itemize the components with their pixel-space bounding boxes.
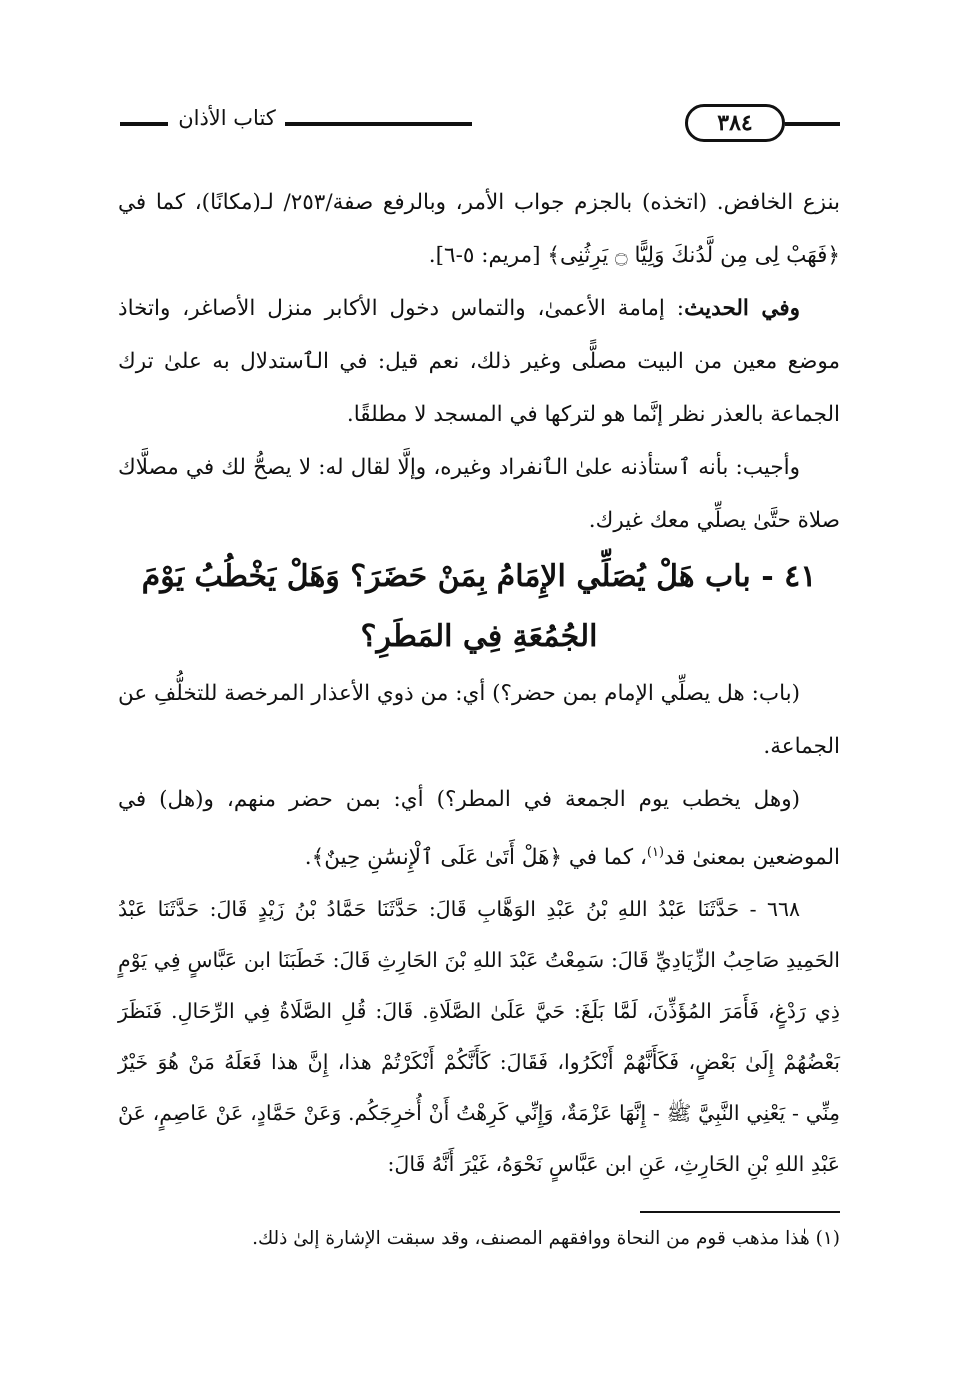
- paragraph-3: وأجيب: بأنه ٱستأذنه علىٰ الٱنفراد وغيره، وإلَّا لقال له: لا يصحُّ لك في مصلَّاك صلاة حتَّىٰ يصلِّي معك غيرك.: [118, 455, 840, 533]
- section-title: ٤١ - باب هَلْ يُصَلِّي الإِمَامُ بِمَنْ حَضَرَ؟ وَهَلْ يَخْطُبُ يَوْمَ الجُمُعَةِ فِي المَطَرِ؟: [141, 559, 817, 654]
- hadith-text: ٦٦٨ - حَدَّثَنَا عَبْدُ اللهِ بْنُ عَبْدِ الوَهَّابِ قَالَ: حَدَّثَنَا حَمَّادُ بْنُ زَيْدٍ قَالَ: حَدَّثَنَا عَبْدُ الحَمِيدِ صَاحِبُ الزِّيَادِيِّ قَالَ: سَمِعْتُ عَبْدَ اللهِ بْنَ الحَارِثِ قَالَ: خَطَبَنَا ابن عَبَّاسٍ فِي يَوْمٍ ذِي رَدْغٍ، فَأَمَرَ المُؤَذِّنَ، لَمَّا بَلَغَ: حَيَّ عَلَىٰ الصَّلَاةِ. قَالَ: قُلِ الصَّلَاةُ فِي الرِّحَالِ. فَنَظَرَ بَعْضُهُمْ إِلَىٰ بَعْضٍ، فَكَأَنَّهُمْ أَنْكَرُوا، فَقَالَ: كَأَنَّكُمْ أَنْكَرْتُمْ هذا، إِنَّ هذا فَعَلَهُ مَنْ هُوَ خَيْرٌ مِنِّي - يَعْنِي النَّبِيَّ ﷺ - إِنَّهَا عَزْمَةٌ، وَإِنِّي كَرِهْتُ أَنْ أُخرِجَكُم. وَعَنْ حَمَّادٍ، عَنْ عَاصِمٍ، عَنْ عَبْدِ اللهِ بْنِ الحَارِثِ، عَنِ ابن عَبَّاسٍ نَحْوَهُ، غَيْرَ أَنَّهُ قَالَ:: [118, 897, 840, 1177]
- paragraph-4: (باب: هل يصلِّي الإمام بمن حضر؟) أي: من ذوي الأعذار المرخصة للتخلُّفِ عن الجماعة.: [118, 681, 840, 759]
- header-rule-right: [785, 122, 840, 126]
- paragraph-2-lead: وفي الحديث: [684, 296, 800, 321]
- paragraph-5-text-a: (وهل يخطب يوم الجمعة في المطر؟) أي: بمن حضر منهم، و(هل) في الموضعين بمعنىٰ قد: [118, 787, 840, 871]
- header-rule-middle: [285, 122, 472, 126]
- footnote-separator: [640, 1211, 840, 1213]
- paragraph-5-text-b: ، كما في ﴿هَلْ أَتَىٰ عَلَى ٱلْإِنسَٰنِ حِينٌ﴾.: [304, 845, 647, 871]
- footnote-marker: (١): [646, 845, 665, 860]
- page-number: ٣٨٤: [685, 104, 785, 142]
- paragraph-1: بنزع الخافض. (اتخذه) بالجزم جواب الأمر، وبالرفع صفة/٢٥٣/ لـ(مكانًا)، كما في ﴿فَهَبْ لِى مِن لَّدُنكَ وَلِيًّا ۝ يَرِثُنِى﴾ [مريم: ٥-٦].: [118, 190, 841, 268]
- footnote: (١) هٰذا مذهب قوم من النحاة ووافقهم المصنف، وقد سبقت الإشارة إلىٰ ذلك.: [252, 1228, 840, 1249]
- page-header: [120, 100, 840, 150]
- header-rule-left: [120, 122, 168, 126]
- paragraph-2: [118, 282, 840, 441]
- paragraph-2-text: : إمامة الأعمىٰ، والتماس دخول الأكابر منزل الأصاغر، واتخاذ موضع معين من البيت مصلًّى وغير ذلك، نعم قيل: في الٱستدلال به علىٰ ترك الجماعة بالعذر نظر إنَّما هو لتركها في المسجد لا مطلقًا.: [118, 296, 840, 427]
- paragraph-5: [118, 773, 840, 884]
- main-text: [118, 176, 840, 1190]
- running-title: كتاب الأذان: [178, 106, 276, 130]
